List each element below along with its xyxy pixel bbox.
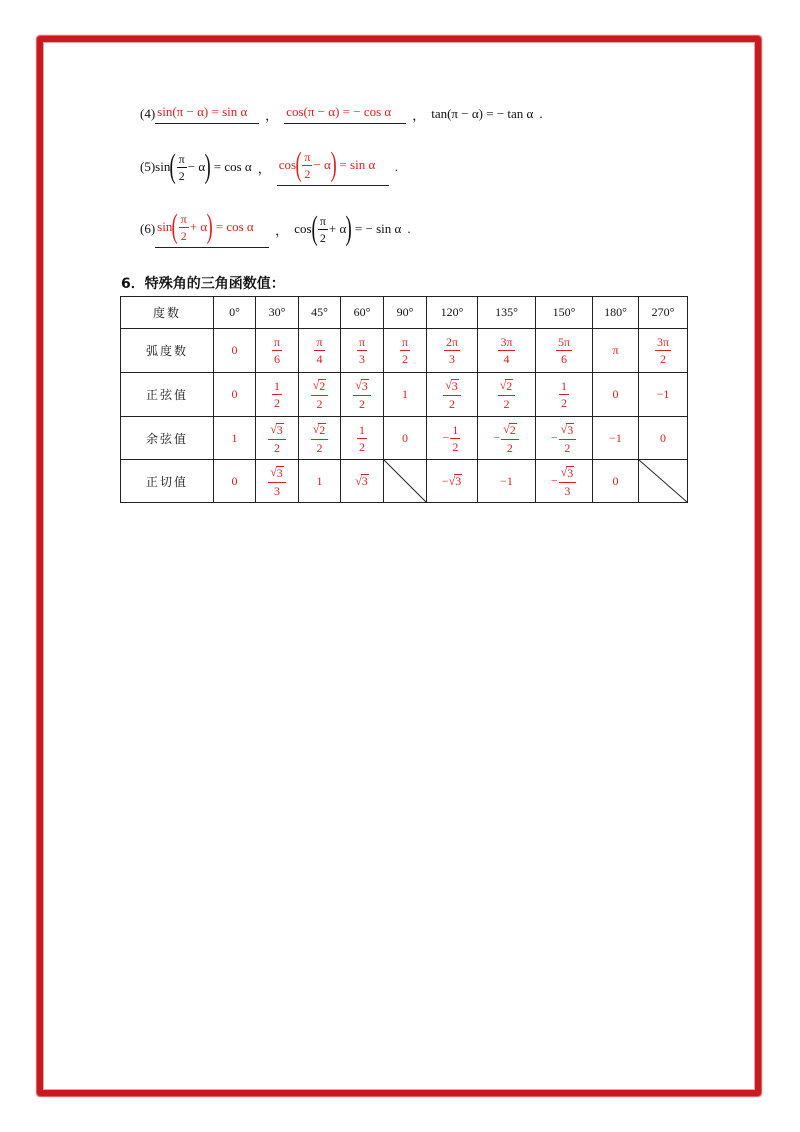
table-cell: $\frac{\pi}{6}$ [256, 329, 299, 373]
line-label: (5) [140, 159, 156, 174]
fn: cos [278, 157, 297, 172]
frac-den: 2 [180, 228, 187, 243]
arg: (π − α) [303, 104, 340, 119]
op: + α [328, 221, 347, 236]
row-header: 度数 [121, 297, 214, 329]
rhs: cos α [224, 159, 252, 174]
table-cell: $\frac{2\pi}{3}$ [427, 329, 478, 373]
table-cell: − √ 3 3 [536, 460, 593, 503]
table-cell: 150° [536, 297, 593, 329]
section-title: 6．特殊角的三角函数值： [121, 276, 285, 292]
table-cell: 30° [256, 297, 299, 329]
op: + α [189, 219, 208, 234]
frac-den: 2 [319, 230, 326, 245]
eq: = [354, 221, 363, 236]
row-header: 正切值 [121, 460, 214, 503]
row-header: 弧度数 [121, 329, 214, 373]
identity-cos-pi2-plus-alpha: cos ( $\frac{\pi}{2}$ + α ) = − sin α [294, 210, 402, 247]
frac-num: π [180, 211, 187, 226]
answer-blank-cos-pi2-minus-alpha: cos ( $\frac{\pi}{2}$ − α ) = sin α [277, 148, 389, 186]
fn: sin [157, 219, 173, 234]
table-cell: 1 [214, 417, 256, 460]
rhs: cos α [226, 219, 254, 234]
eq: = [342, 104, 350, 119]
table-cell: 0 [593, 460, 639, 503]
table-cell: 180° [593, 297, 639, 329]
identity-sin-pi2-minus-alpha: sin ( $\frac{\pi}{2}$ − α ) = cos α [155, 148, 252, 185]
table-row [121, 329, 688, 373]
table-cell [384, 460, 427, 503]
table-cell: 0 [214, 329, 256, 373]
table-cell: 0 [593, 373, 639, 417]
rhs: sin α [222, 104, 248, 119]
eq: = [486, 106, 494, 121]
fn: cos [294, 221, 312, 236]
table-cell: 135° [478, 297, 536, 329]
table-cell: 1 [299, 460, 341, 503]
undefined-diagonal [639, 460, 687, 502]
row-header: 余弦值 [121, 417, 214, 460]
table-cell: $\frac{1}{2}$ [536, 373, 593, 417]
table-cell: √ 3 2 [341, 373, 384, 417]
table-cell: π [593, 329, 639, 373]
answer-blank-sin-pi-minus-alpha [155, 104, 259, 124]
fn: sin [155, 159, 171, 174]
fn: sin [157, 104, 173, 119]
eq: = [213, 159, 222, 174]
table-cell: √ 3 2 [427, 373, 478, 417]
frac-num: π [304, 149, 311, 164]
comma: ， [257, 160, 271, 176]
table-cell: √ 3 2 [256, 417, 299, 460]
fn: cos [286, 104, 304, 119]
special-angle-table [120, 296, 688, 503]
answer-blank-cos-pi-minus-alpha [284, 104, 406, 124]
answer-blank-sin-pi2-plus-alpha: sin ( $\frac{\pi}{2}$ + α ) = cos α [155, 210, 269, 248]
page-border [37, 36, 761, 1096]
table-cell: 1 [384, 373, 427, 417]
table-cell: 0 [214, 460, 256, 503]
table-cell: $\frac{3\pi}{2}$ [639, 329, 688, 373]
table-cell: √ 2 2 [299, 373, 341, 417]
comma: ， [265, 107, 279, 123]
table-cell: − $\frac{1}{2}$ [427, 417, 478, 460]
table-cell [639, 460, 688, 503]
table-cell: 60° [341, 297, 384, 329]
frac-num: π [178, 151, 185, 166]
comma: ， [412, 107, 426, 123]
eq: = [339, 157, 347, 172]
frac-num: π [319, 213, 326, 228]
comma: ， [275, 222, 289, 238]
frac-den: 2 [178, 168, 185, 183]
undefined-diagonal [384, 460, 426, 502]
table-cell: $\frac{5\pi}{6}$ [536, 329, 593, 373]
period: . [539, 106, 543, 121]
frac-den: 2 [304, 166, 311, 181]
table-cell: $\frac{1}{2}$ [256, 373, 299, 417]
table-cell: $\frac{\pi}{3}$ [341, 329, 384, 373]
table-cell: $\frac{\pi}{2}$ [384, 329, 427, 373]
rhs: sin α [350, 157, 376, 172]
table-cell: 120° [427, 297, 478, 329]
line-label: (6) [140, 221, 156, 236]
table-cell: −1 [478, 460, 536, 503]
identity-line-4 [140, 104, 543, 124]
identity-line-5 [140, 148, 398, 186]
table-cell: $\frac{3\pi}{4}$ [478, 329, 536, 373]
table-cell: 0 [639, 417, 688, 460]
table-cell: 0 [384, 417, 427, 460]
table-row [121, 297, 688, 329]
table-cell: √ 2 2 [478, 373, 536, 417]
table-cell: √ 3 [341, 460, 384, 503]
table-cell: 0 [214, 373, 256, 417]
table-cell: $\frac{1}{2}$ [341, 417, 384, 460]
period: . [407, 221, 411, 236]
table-cell: 270° [639, 297, 688, 329]
table-cell: − √ 3 [427, 460, 478, 503]
table-cell: √ 2 2 [299, 417, 341, 460]
table-row [121, 460, 688, 503]
table-cell: 90° [384, 297, 427, 329]
row-header: 正弦值 [121, 373, 214, 417]
identity-tan [431, 106, 533, 122]
op: − α [187, 159, 206, 174]
eq: = [215, 219, 224, 234]
table-cell: √ 3 3 [256, 460, 299, 503]
table-cell: 0° [214, 297, 256, 329]
rhs: − tan α [496, 106, 534, 121]
eq: = [211, 104, 219, 119]
rhs: − cos α [353, 104, 392, 119]
arg: (π − α) [447, 106, 483, 121]
table-row [121, 417, 688, 460]
rhs: − sin α [365, 221, 402, 236]
table-row [121, 373, 688, 417]
fn: tan [431, 106, 448, 121]
op: − α [313, 157, 331, 172]
period: . [394, 159, 398, 174]
line-label: (4) [140, 106, 156, 121]
table-cell: $\frac{\pi}{4}$ [299, 329, 341, 373]
table-cell: −1 [639, 373, 688, 417]
table-cell: −1 [593, 417, 639, 460]
table-cell: 45° [299, 297, 341, 329]
identity-line-6 [140, 210, 411, 248]
table-cell: − √ 3 2 [536, 417, 593, 460]
arg: (π − α) [172, 104, 209, 119]
table-cell: − √ 2 2 [478, 417, 536, 460]
